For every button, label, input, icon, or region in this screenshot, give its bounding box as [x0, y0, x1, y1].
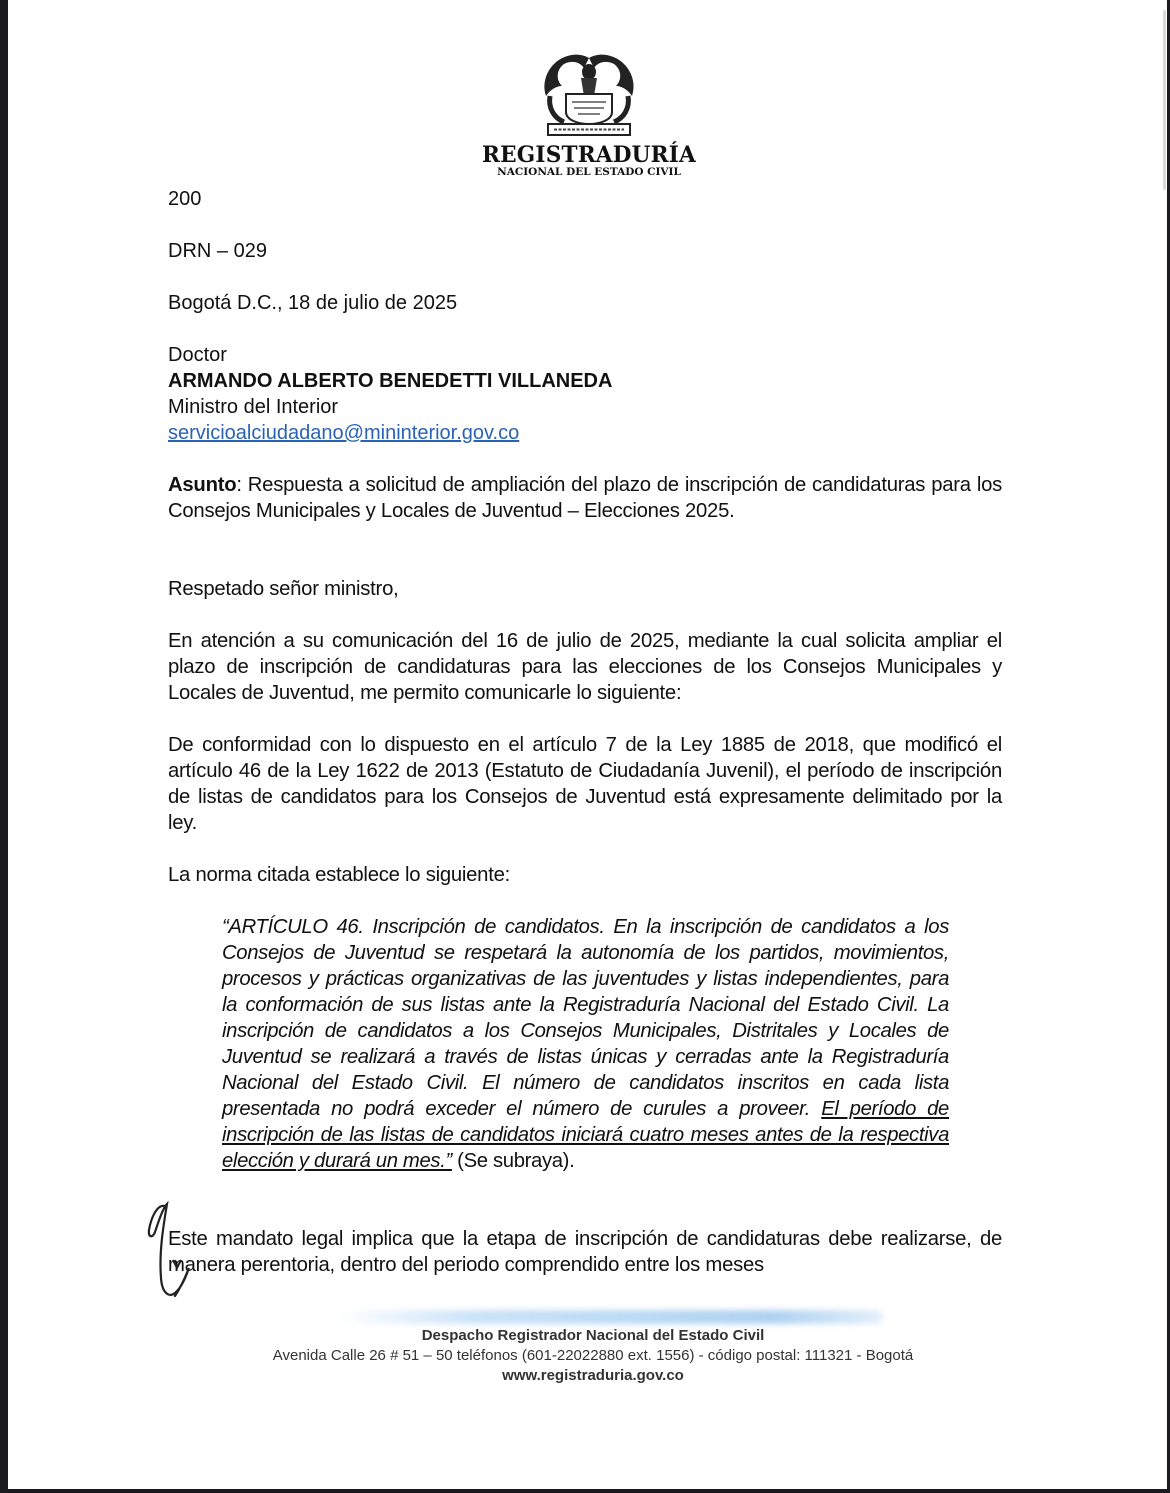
paragraph-1: En atención a su comunicación del 16 de julio de 2025, mediante la cual solicita ampliar el plazo de inscripción de candidaturas para las elecciones de los Consejos Municipales y Locales de Juventud, me permito comunicarle lo siguiente: [168, 630, 1002, 704]
quote-text: “ARTÍCULO 46. Inscripción de candidatos. En la inscripción de candidatos a los Consejos de Juventud se respetará la autonomía de los partidos, movimientos, procesos y prácticas organizativas de las juventudes y listas independientes, para la conformación de sus listas ante la Registraduría Nacional del Estado Civil. La inscripción de candidatos a los Consejos Municipales, Distritales y Locales de Juventud se realizará a través de listas únicas y cerradas ante la Registraduría Nacional del Estado Civil. El número de candidatos inscritos en cada lista presentada no podrá exceder el número de curules a proveer. [222, 916, 949, 1120]
footer-office: Despacho Registrador Nacional del Estado Civil [421, 1327, 765, 1344]
letterhead-title: REGISTRADURÍA [482, 142, 696, 168]
paragraph-3: La norma citada establece lo siguiente: [168, 864, 511, 886]
subject-paragraph [168, 472, 1002, 524]
paragraph-closing: Este mandato legal implica que la etapa de inscripción de candidaturas debe realizarse, de manera perentoria, dentro del periodo comprendido entre los meses [168, 1228, 1002, 1276]
law-quote [222, 914, 949, 1174]
letterhead-logo [478, 50, 700, 185]
paragraph-2: De conformidad con lo dispuesto en el artículo 7 de la Ley 1885 de 2018, que modificó el artículo 46 de la Ley 1622 de 2013 (Estatuto de Ciudadanía Juvenil), el período de inscripción de listas de candidatos para los Consejos de Juventud está expresamente delimitado por la ley. [168, 734, 1002, 834]
subject-text: : Respuesta a solicitud de ampliación del plazo de inscripción de candidaturas para los Consejos Municipales y Locales de Juventud – Elecciones 2025. [168, 474, 1002, 522]
document-reference: DRN – 029 [168, 240, 267, 262]
subject-label: Asunto [168, 474, 237, 496]
letterhead-subtitle: NACIONAL DEL ESTADO CIVIL [497, 166, 681, 178]
document-page [8, 0, 1167, 1489]
greeting: Respetado señor ministro, [168, 578, 399, 600]
coat-of-arms-icon [534, 50, 644, 138]
scrollbar-thumb[interactable] [1163, 10, 1166, 190]
footer-website[interactable]: www.registraduria.gov.co [502, 1367, 684, 1384]
recipient-title: Doctor [168, 344, 227, 366]
footer-address: Avenida Calle 26 # 51 – 50 teléfonos (601-22022880 ext. 1556) - código postal: 111321 - Bogotá [272, 1347, 914, 1364]
document-code: 200 [168, 188, 202, 210]
recipient-position: Ministro del Interior [168, 396, 339, 418]
recipient-email-link[interactable]: servicioalciudadano@mininterior.gov.co [168, 422, 520, 444]
footer-decoration [338, 1310, 883, 1324]
place-date: Bogotá D.C., 18 de julio de 2025 [168, 292, 458, 314]
signature-icon [143, 1198, 223, 1303]
footer [168, 1326, 1018, 1386]
quote-note: (Se subraya). [451, 1150, 575, 1172]
recipient-name: ARMANDO ALBERTO BENEDETTI VILLANEDA [168, 370, 613, 392]
quote-underlined-text: El período de inscripción de las listas de candidatos iniciará cuatro meses antes de la respectiva elección y durará un mes.” [222, 1098, 949, 1172]
